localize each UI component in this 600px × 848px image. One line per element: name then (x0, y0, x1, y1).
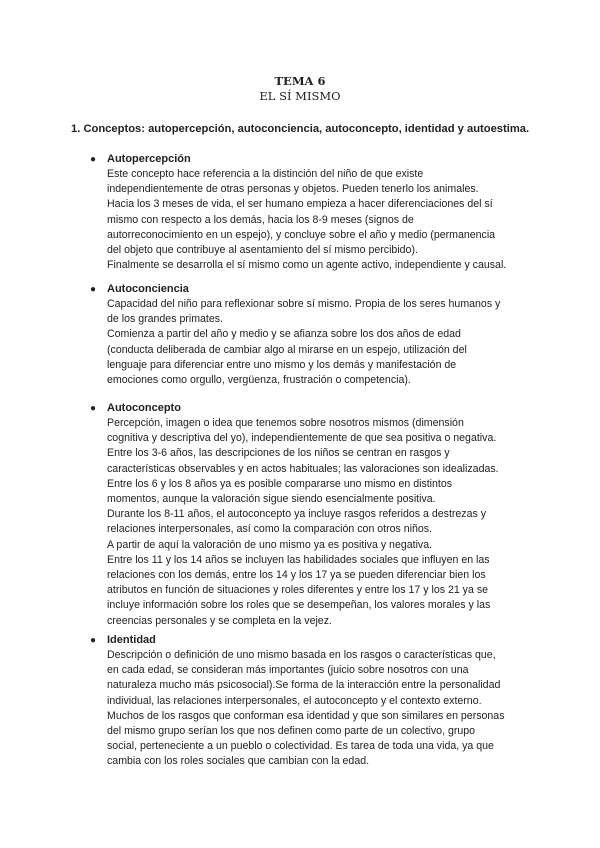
topic-subtitle: EL SÍ MISMO (259, 89, 341, 103)
paragraph-line: Finalmente se desarrolla el sí mismo como un agente activo, independiente y causal. (107, 259, 507, 272)
paragraph-line: Comienza a partir del año y medio y se afianza sobre los dos años de edad (107, 328, 461, 341)
bullet-icon: ● (90, 284, 97, 295)
item-title: Autoconciencia (107, 283, 189, 295)
title-block (0, 74, 600, 104)
item-paragraph (107, 416, 530, 629)
paragraph-line: relaciones interpersonales, así como la comparación con otros niños. (107, 523, 433, 536)
section-heading: 1. Conceptos: autopercepción, autoconciencia, autoconcepto, identidad y autoestima. (71, 123, 530, 135)
paragraph-line: Entre los 6 y los 8 años ya es posible compararse uno mismo en distintos (107, 477, 453, 490)
paragraph-line: mismo con respecto a los demás, hacia los 8-9 meses (signos de (107, 213, 414, 226)
paragraph-line: A partir de aquí la valoración de uno mismo ya es positiva y negativa. (107, 538, 433, 551)
item-title: Identidad (107, 634, 156, 646)
paragraph-line: autorreconocimiento en un espejo), y concluye sobre el año y medio (permanencia (107, 228, 496, 241)
paragraph-line: Entre los 3-6 años, las descripciones de los niños se centran en rasgos y (107, 447, 450, 460)
list-item-autoconcepto (90, 401, 530, 629)
list-item-autopercepcion (90, 152, 530, 273)
paragraph-line: social, perteneciente a un pueblo o colectividad. Es tarea de toda una vida, ya que (107, 740, 494, 753)
paragraph-line: características observables y en actos habituales; las valoraciones son idealizadas. (107, 462, 499, 475)
paragraph-line: independientemente de otras personas y objetos. Pueden tenerlo los animales. (107, 183, 479, 196)
list-item-identidad (90, 633, 530, 770)
paragraph-line: creencias personales y se completa en la vejez. (107, 614, 332, 627)
list-item-autoconciencia (90, 282, 530, 388)
paragraph-line: Entre los 11 y los 14 años se incluyen las habilidades sociales que influyen en las (107, 553, 490, 566)
paragraph-line: incluye información sobre los roles que se desempeñan, los valores morales y las (107, 599, 491, 612)
bullet-icon: ● (90, 403, 97, 414)
paragraph-line: Hacia los 3 meses de vida, el ser humano empieza a hacer diferenciaciones del sí (107, 198, 493, 211)
item-title: Autopercepción (107, 153, 191, 165)
paragraph-line: lenguaje para diferenciar entre uno mismo y los demás y manifestación de (107, 358, 457, 371)
paragraph-line: Durante los 8-11 años, el autoconcepto ya incluye rasgos referidos a destrezas y (107, 508, 487, 521)
item-paragraph (107, 167, 530, 273)
topic-title: TEMA 6 (274, 74, 326, 88)
paragraph-line: cognitiva y descriptiva del yo), independientemente de que sea positiva o negativa. (107, 432, 497, 445)
paragraph-line: Percepción, imagen o idea que tenemos sobre nosotros mismos (dimensión (107, 417, 464, 429)
paragraph-line: individual, las relaciones interpersonales, el autoconcepto y el contexto externo. (107, 694, 482, 707)
paragraph-line: cambia con los roles sociales que cambian con la edad. (107, 755, 370, 768)
paragraph-line: Muchos de los rasgos que conforman esa identidad y que son similares en personas (107, 709, 505, 722)
paragraph-line: relaciones con los demás, entre los 14 y los 17 ya se pueden diferenciar bien los (107, 569, 486, 582)
paragraph-line: emociones como orgullo, vergüenza, frustración o competencia). (107, 374, 411, 387)
paragraph-line: naturaleza mucho más psicosocial).Se forma de la interacción entre la personalidad (107, 679, 501, 692)
paragraph-line: del objeto que contribuye al asentamiento del sí mismo percibido). (107, 244, 418, 257)
paragraph-line: del mismo grupo serían los que nos definen como parte de un colectivo, grupo (107, 725, 476, 738)
bullet-icon: ● (90, 635, 97, 646)
paragraph-line: en cada edad, se consideran más importantes (juicio sobre nosotros con una (107, 664, 469, 677)
item-paragraph (107, 297, 530, 388)
item-paragraph (107, 648, 530, 770)
paragraph-line: Descripción o definición de uno mismo basada en los rasgos o características que, (107, 649, 496, 661)
paragraph-line: momentos, aunque la valoración sigue siendo esencialmente positiva. (107, 493, 436, 506)
paragraph-line: atributos en función de situaciones y roles diferentes y entre los 17 y los 21 ya se (107, 584, 489, 597)
paragraph-line: Este concepto hace referencia a la distinción del niño de que existe (107, 168, 424, 180)
paragraph-line: Capacidad del niño para reflexionar sobre sí mismo. Propia de los seres humanos y (107, 298, 501, 310)
item-title: Autoconcepto (107, 402, 181, 414)
paragraph-line: (conducta deliberada de cambiar algo al mirarse en un espejo, utilización del (107, 343, 467, 356)
bullet-icon: ● (90, 154, 97, 165)
paragraph-line: de los grandes primates. (107, 313, 224, 326)
